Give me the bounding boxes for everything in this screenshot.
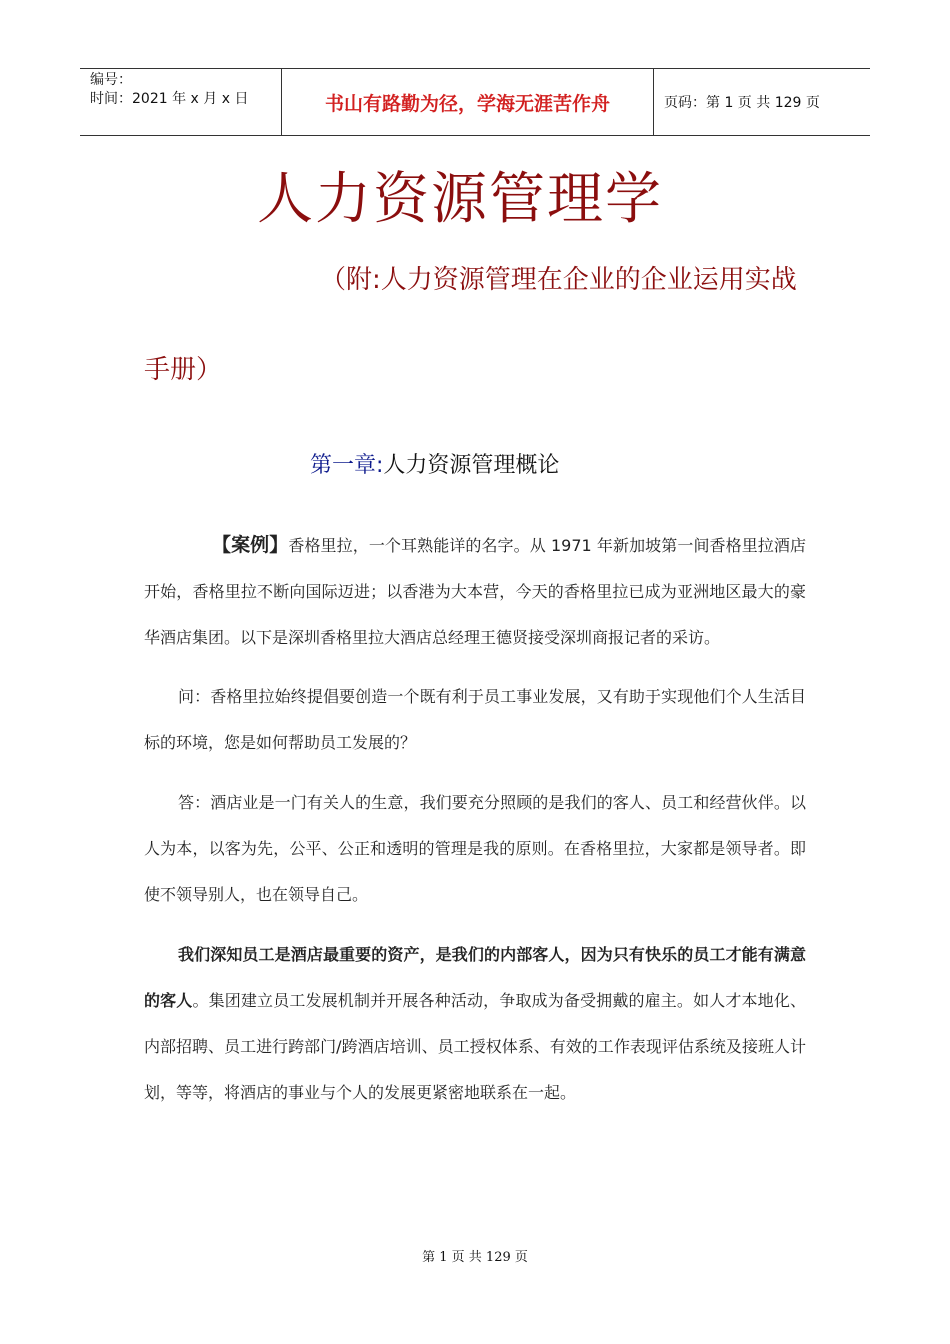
chapter-name: 人力资源管理概论 <box>383 453 560 478</box>
question-text: 问：香格里拉始终提倡要创造一个既有利于员工事业发展，又有助于实现他们个人生活目标的环境，您是如何帮助员工发展的？ <box>144 687 806 752</box>
continuation-text: 。集团建立员工发展机制并开展各种活动，争取成为备受拥戴的雇主。如人才本地化、内部招聘、员工进行跨部门/跨酒店培训、员工授权体系、有效的工作表现评估系统及接班人计划，等等，将酒店的事业与个人的发展更紧密地联系在一起。 <box>144 991 806 1102</box>
document-title: 人力资源管理学 <box>257 167 663 232</box>
answer-paragraph <box>144 780 806 918</box>
question-paragraph <box>144 674 806 766</box>
chapter-number: 第一章: <box>310 453 384 478</box>
header-motto: 书山有路勤为径，学海无涯苦作舟 <box>324 92 610 115</box>
header-page-info: 页码：第 1 页 共 129 页 <box>664 95 820 111</box>
employee-paragraph <box>144 932 806 1116</box>
emphasis-text: 我们深知员工是酒店最重要的资产，是我们的内部客人，因为只有快乐的员工才能有满意的客人 <box>144 945 806 1010</box>
header-page-cell <box>654 69 870 135</box>
doc-date-label: 时间：2021 年 x 月 x 日 <box>90 91 249 107</box>
chapter-heading <box>310 448 559 484</box>
document-header <box>80 68 870 136</box>
case-paragraph <box>144 522 806 661</box>
subtitle-line-2: 手册） <box>144 355 223 385</box>
case-text: 香格里拉，一个耳熟能详的名字。从 1971 年新加坡第一间香格里拉酒店开始，香格里拉不断向国际迈进；以香港为大本营，今天的香格里拉已成为亚洲地区最大的豪华酒店集团。以下是深圳香格里拉大酒店总经理王德贤接受深圳商报记者的采访。 <box>144 536 806 647</box>
header-motto-cell <box>282 69 654 135</box>
page-footer: 第 1 页 共 129 页 <box>422 1250 528 1265</box>
doc-code-label: 编号： <box>90 72 132 88</box>
subtitle-line-1: （附:人力资源管理在企业的企业运用实战 <box>320 265 797 295</box>
answer-text: 答：酒店业是一门有关人的生意，我们要充分照顾的是我们的客人、员工和经营伙伴。以人为本，以客为先，公平、公正和透明的管理是我的原则。在香格里拉，大家都是领导者。即使不领导别人，也在领导自己。 <box>144 793 806 904</box>
case-label: 【案例】 <box>212 534 289 556</box>
header-meta-cell <box>80 69 282 135</box>
